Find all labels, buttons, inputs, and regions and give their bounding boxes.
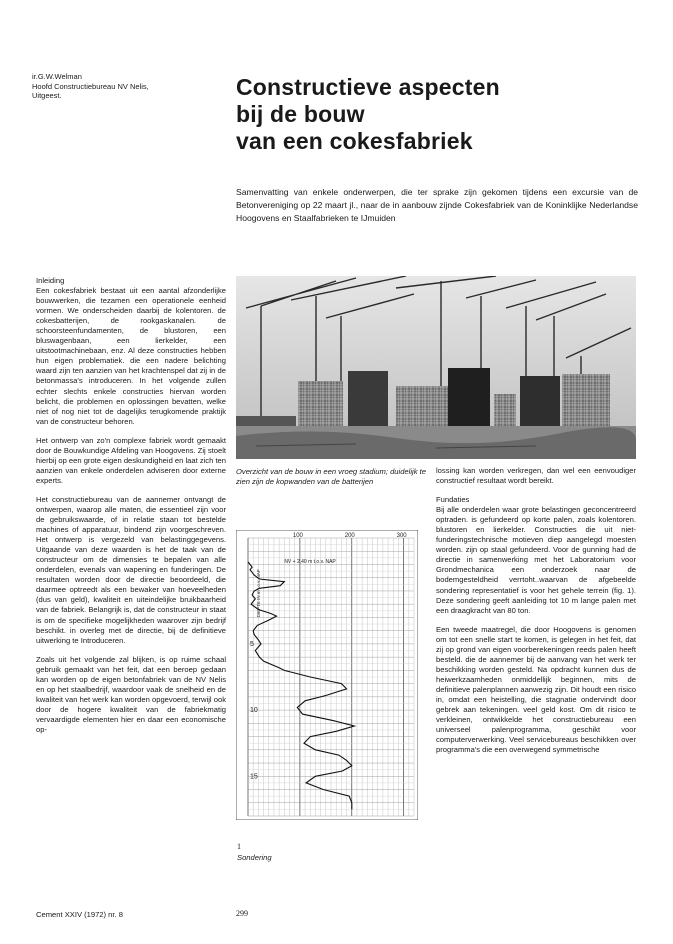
paragraph: Zoals uit het volgende zal blijken, is op ruime schaal gebruik gemaakt van het feit, dat een beroep gedaan kan worden op de eigen betonfabriek van de NV Nelis en op het staalbedrijf, waardoor vaak de snelheid en de kwaliteit van het werk kan worden opgevoerd, terwijl ook door de hogere kwaliteit van de fabriekmatig vervaardigde elementen hier en daar een economische op- — [36, 654, 226, 734]
section-heading-fundaties: Fundaties — [436, 495, 470, 505]
article-title — [236, 74, 636, 155]
figure-label: Sondering — [237, 853, 272, 862]
author-name: ir.G.W.Welman — [32, 72, 82, 81]
paragraph: Het ontwerp van zo'n complexe fabriek wordt gemaakt door de Bouwkundige Afdeling van Hoogovens. Zij stoelt hierbij op een grote eigen deskundigheid en laat zich ten aanzien van enkele onderdelen adviseren door externe experts. — [36, 435, 226, 485]
journal-footer: Cement XXIV (1972) nr. 8 — [36, 910, 123, 919]
page-number: 299 — [236, 909, 248, 918]
nap-annotation: NV + 2,40 m t.o.v. NAP — [284, 559, 336, 566]
title-line-2: bij de bouw — [236, 101, 365, 127]
author-city: Uitgeest. — [32, 91, 62, 100]
x-tick-label: 100 — [292, 533, 303, 539]
title-line-1: Constructieve aspecten — [236, 74, 500, 100]
y-tick-label: 10 — [250, 707, 258, 715]
author-affiliation: Hoofd Constructiebureau NV Nelis, — [32, 81, 149, 91]
paragraph: lossing kan worden verkregen, dan wel een eenvoudiger constructief resultaat wordt bereikt. — [436, 466, 636, 486]
section-heading-inleiding: Inleiding — [36, 276, 65, 285]
sondering-chart-svg — [236, 530, 418, 820]
paragraph: Het constructiebureau van de aannemer ontvangt de ontwerpen, waarop alle maten, die essentieel zijn voor de gebruikswaarde, of in relatie staan tot bestelde machines of apparatuur, bindend zijn voorgeschreven. Het ontwerp is vergezeld van belastinggegevens. Uitgaande van deze waarden is het de taak van de constructeur om de dimensies te bepalen van alle onderdelen, evenals van wapening en funderingen. De resultaten worden door de directie beoordeeld, die daarmee optreedt als een bewaker van hoeveelheden (dus van geld), kwaliteit en uiteindelijke bruikbaarheid van de fabriek. Belangrijk is, dat de constructeur in staat is om de specifieke mogelijkheden waarover zijn bedrijf beschikt. in overleg met de directie, bij de definitieve uitwerking te Introduceren. — [36, 494, 226, 645]
y-tick-label: 5 — [250, 640, 254, 648]
author-block — [32, 72, 222, 101]
paragraph: Bij alle onderdelen waar grote belastingen geconcentreerd optraden. is gefundeerd op korte palen, zoals kolentoren. blustoren en lierkelder. Constructies die uit niet-funderingstechnische motieven diep aangelegd moesten worden. zijn op staal gefundeerd. Voor de gunning had de directie in samenwerking met het Laboratorium voor Grondmechanica een onderzoek naar de bodemgesteldheid verrtoht..waarvan de afgebeelde sondering representatief is voor het gehele terrein (fig. 1). Deze sondering geeft aanleiding tot 10 m lange palen met een draagkracht van 80 ton. — [436, 505, 636, 615]
photo-caption: Overzicht van de bouw in een vroeg stadium; duidelijk te zien zijn de kopwanden van de batterijen — [236, 467, 426, 486]
paragraph: Een cokesfabriek bestaat uit een aantal afzonderlijke bouwwerken, die tezamen een operationele eenheid vormen. We onderscheiden daarbij de kolentoren. de cokesbatterijen, de rookgaskanalen. de schoorsteenfundamenten, de blustoren, een bluswagenbaan, een lierkelder, een uitstootmachinebaan, enz. Al deze constructies hebben hun eigen problematiek. die een nadere belichting waard zijn ten aanzien van het krachtenspel dat zij in de betonmassa's introduceren. In het volgende zullen echter slechts enkele constructies hiervan worden belicht, die problemen en oplossingen bevatten, welke niet of nog niet tot de dagelijks terugkomende praktijk van de constructeur behoren. — [36, 286, 226, 426]
figure-number: 1 — [237, 842, 241, 851]
x-tick-label: 200 — [344, 533, 355, 539]
left-column — [36, 276, 226, 744]
y-axis-label: DIEPTE IN m t.o.v. NAP — [256, 569, 261, 618]
paragraph: Een tweede maatregel, die door Hoogovens is genomen om tot een snelle start te komen, is gelegen in het feit, dat zij op grond van eigen voorberekeningen reeds palen heeft besteld. die de aannemer bij de aanvang van het werk ter beschikking worden gesteld. Na opdracht kunnen dus de heiwerkzaamheden onmiddellijk beginnen, mits de definitieve palenplannen aanwezig zijn. Dit houdt een risico in, omdat een heistelling, die stagnatie ondervindt door gebrek aan tekeningen. veel geld kost. Om dit risico te verkleinen, ontwikkelde het constructiebureau een universeel palenprogramma, geschikt voor computerverwerking. Veel servicebureaus beschikken over programma's die een overwegend symmetrische — [436, 624, 636, 755]
article-summary: Samenvatting van enkele onderwerpen, die ter sprake zijn gekomen tijdens een excursie van de Betonvereniging op 22 maart jl., naar de in aanbouw zijnde Cokesfabriek van de Koninklijke Nederlandse Hoogovens en Staalfabrieken te IJmuiden — [236, 187, 638, 223]
right-column — [436, 466, 636, 764]
construction-photo — [236, 276, 636, 459]
y-tick-label: 15 — [250, 773, 258, 781]
x-tick-label: 300 — [396, 533, 407, 539]
title-line-3: van een cokesfabriek — [236, 128, 473, 154]
sondering-chart — [236, 530, 418, 820]
